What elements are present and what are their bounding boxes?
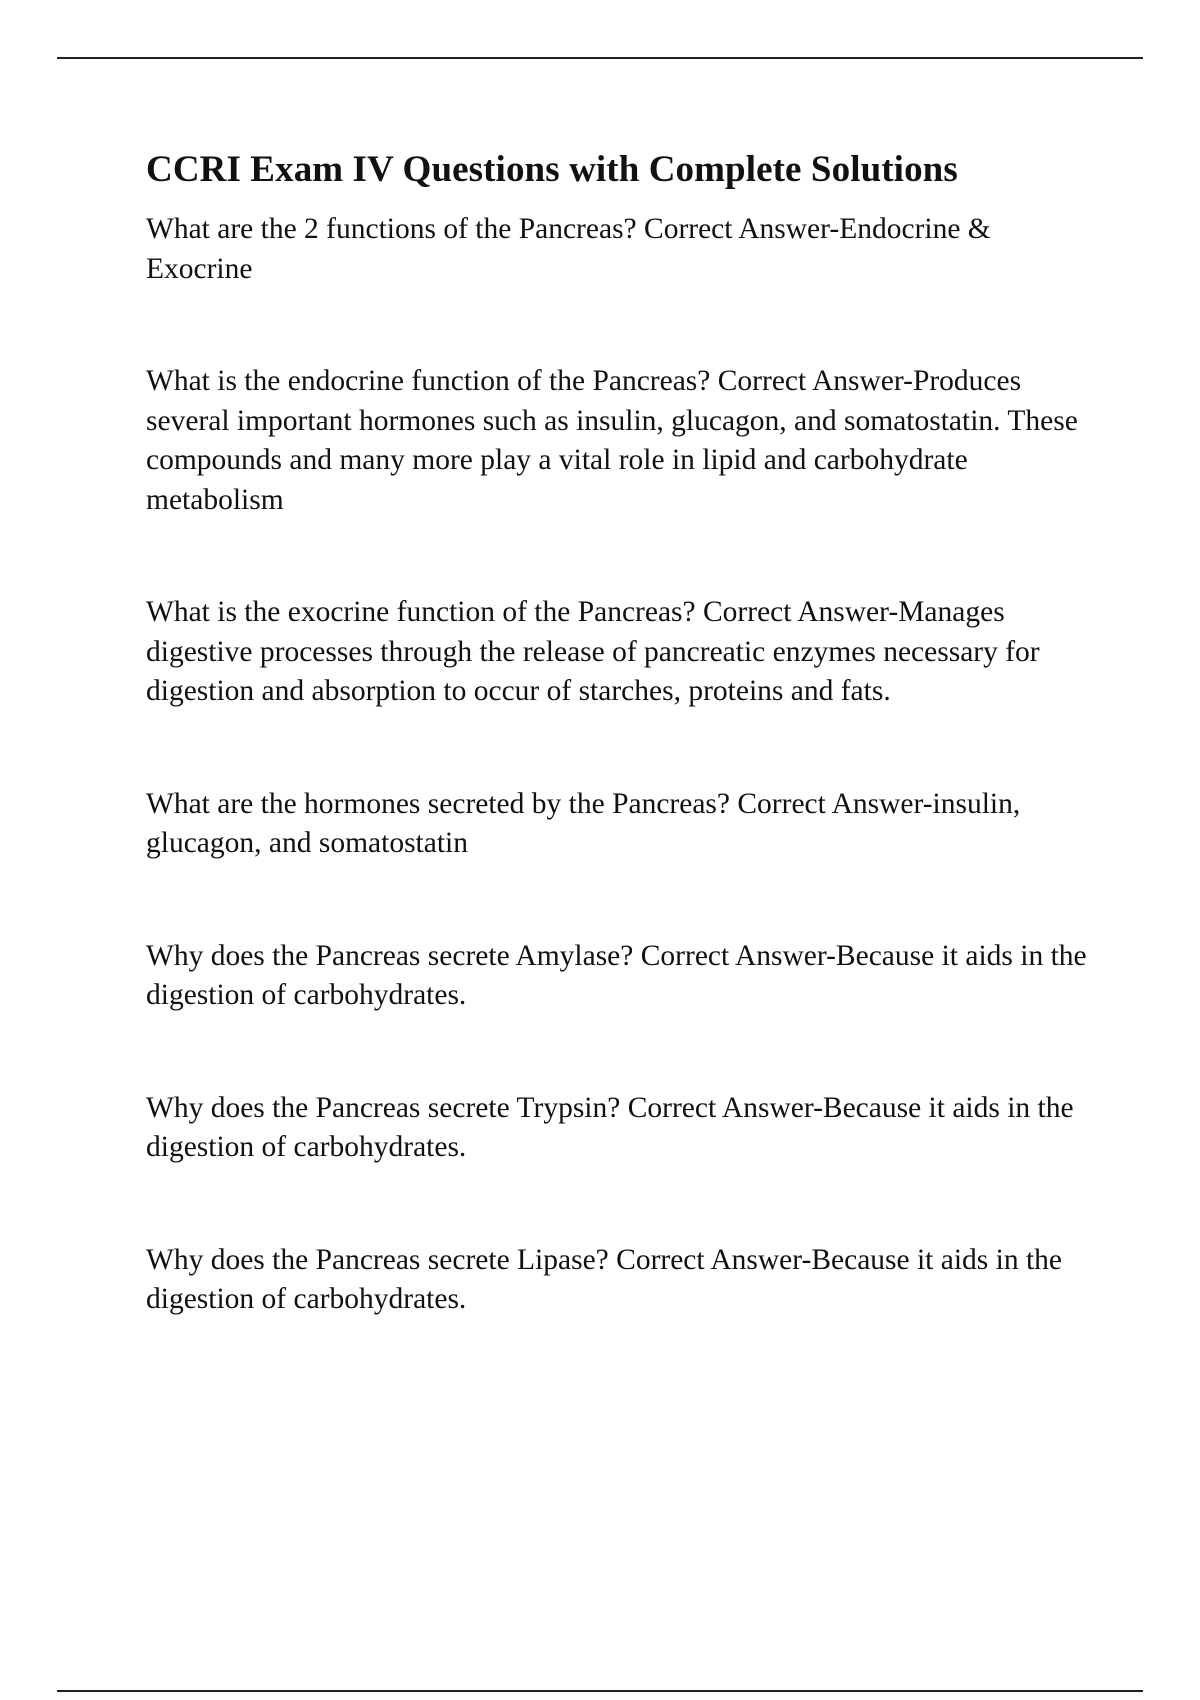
footer-rule	[57, 1690, 1143, 1692]
qa-item: Why does the Pancreas secrete Amylase? Correct Answer-Because it aids in the digestion of carbohydrates.	[146, 939, 1087, 1011]
qa-item: Why does the Pancreas secrete Trypsin? Correct Answer-Because it aids in the digestion of carbohydrates.	[146, 1091, 1074, 1163]
qa-item: Why does the Pancreas secrete Lipase? Correct Answer-Because it aids in the digestion of carbohydrates.	[146, 1243, 1063, 1315]
qa-item: What is the endocrine function of the Pancreas? Correct Answer-Produces several important hormones such as insulin, glucagon, and somatostatin. These compounds and many more play a vital role in lipid and carbohydrate metabolism	[146, 365, 1078, 516]
document-body	[146, 146, 1096, 1320]
header-rule	[57, 57, 1143, 59]
qa-item: What are the 2 functions of the Pancreas? Correct Answer-Endocrine & Exocrine	[146, 213, 991, 285]
document-title: CCRI Exam IV Questions with Complete Solutions	[146, 149, 958, 190]
qa-item: What are the hormones secreted by the Pancreas? Correct Answer-insulin, glucagon, and somatostatin	[146, 787, 1021, 859]
qa-item: What is the exocrine function of the Pancreas? Correct Answer-Manages digestive processes through the release of pancreatic enzymes necessary for digestion and absorption to occur of starches, proteins and fats.	[146, 596, 1040, 707]
